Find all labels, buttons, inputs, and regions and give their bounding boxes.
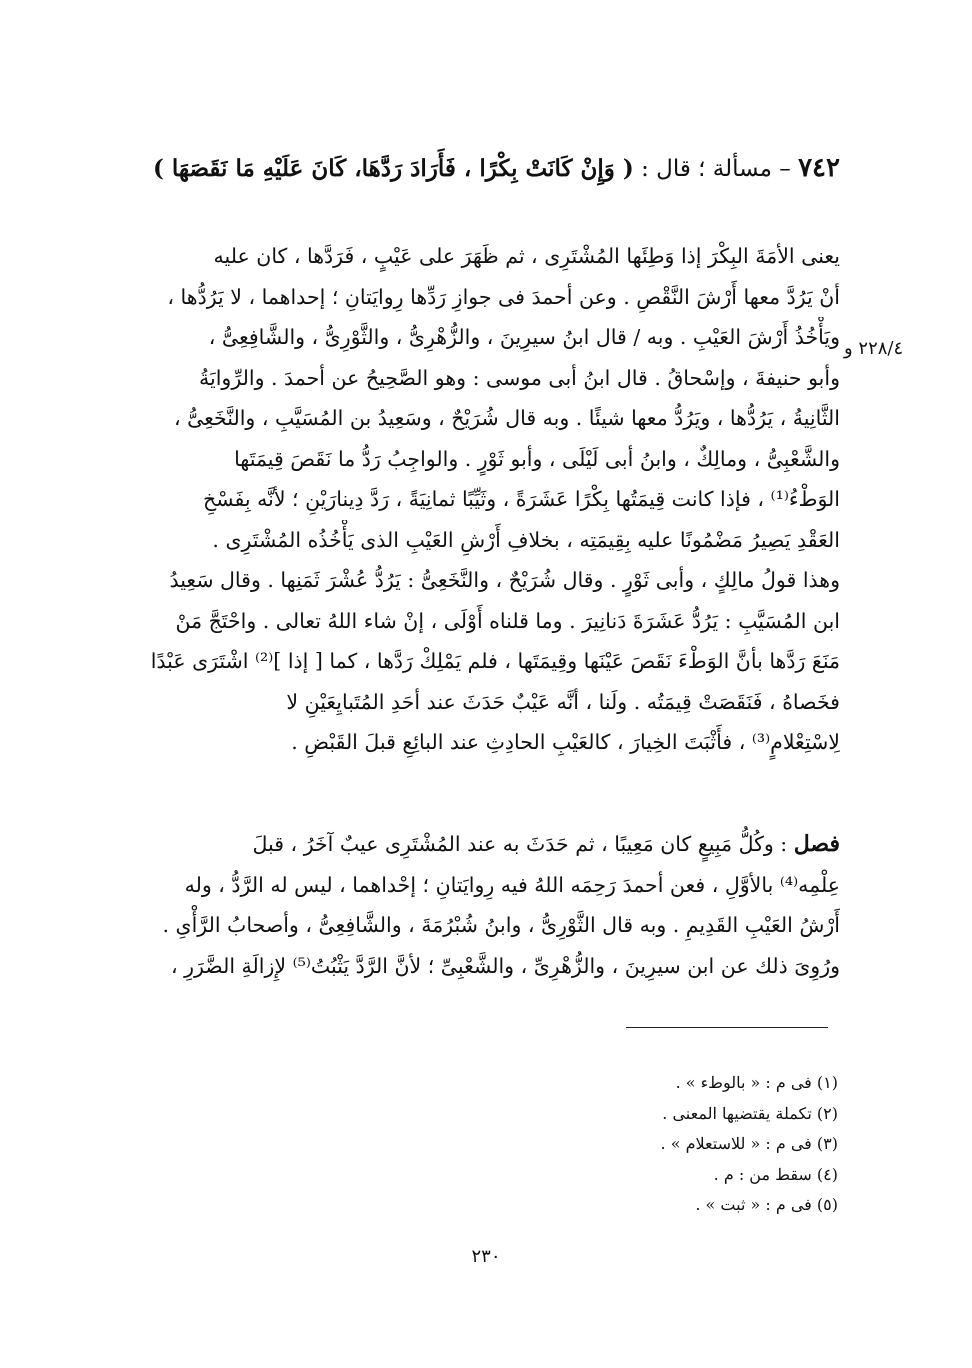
footnotes	[480, 1068, 838, 1221]
text-line: أَرْشُ العَيْبِ القَدِيمِ . وبه قال الثَّوْرِىُّ ، وابنُ شُبْرُمَةَ ، والشَّافِعِىُّ ، وأصحابُ الرَّأْىِ .	[162, 913, 840, 937]
text-line: يعنى الأمَةَ البِكْرَ إذا وَطِئَها المُشْتَرِى ، ثم ظَهَرَ على عَيْبٍ ، فَرَدَّها ، كان عليه	[213, 244, 840, 268]
text-line: أنْ يَرُدَّ معها أَرْشَ النَّقْصِ . وعن أحمدَ فى جوازِ رَدِّها رِوايَتانِ ؛ إحداهما ، لا يَرُدُّها ،	[167, 284, 840, 309]
fasl-label: فصل	[793, 831, 840, 857]
footnote-divider	[626, 1027, 828, 1028]
fasl-section	[150, 824, 840, 986]
issue-number: ٧٤٢	[798, 153, 840, 183]
fasl-first-text: : وكُلُّ مَبِيعٍ كان مَعِيبًا ، ثم حَدَثَ به عند المُشْتَرِى عيبٌ آخَرُ ، قبلَ	[252, 832, 794, 856]
fasl-first-line	[150, 824, 840, 865]
text-line: وهذا قولُ مالِكٍ ، وأبى ثَوْرٍ . وقال شُرَيْحٌ ، والنَّخَعِىُّ : يَرُدُّ عُشْرَ ثَمَنِها . وقال سَعِيدُ	[169, 568, 840, 592]
text-line: ورُوِىَ ذلك عن ابن سيرِينَ ، والزُّهْرِىِّ ، والشَّعْبِىِّ ؛ لأنَّ الرَّدَّ يَثْبُتُ⁽⁵⁾ لإِزالَةِ الضَّرَرِ ،	[170, 953, 840, 978]
text-line: العَقْدِ يَصِيرُ مَضْمُونًا عليه بِقِيمَتِه ، بخلافِ أَرْشِ العَيْبِ الذى يَأْخُذُه المُشْتَرِى .	[212, 527, 840, 552]
footnote-item: (١) فى م : « بالوطء » .	[675, 1073, 838, 1092]
footnote-item: (٣) فى م : « للاستعلام » .	[660, 1134, 838, 1153]
issue-heading	[150, 146, 840, 191]
text-line: وأبو حنيفةَ ، وإسْحاقُ . قال ابنُ أبى موسى : وهو الصَّحِيحُ عن أحمدَ . والرِّوايَةُ	[199, 365, 840, 390]
text-line: مَنَعَ رَدَّها بأنَّ الوَطْءَ نَقَصَ عَيْنَها وقِيمَتَها ، فلم يَمْلِكْ رَدَّها ، كما [ إذا ]⁽²⁾ اشْتَرَى عَبْدًا	[150, 649, 840, 673]
text-line: والشَّعْبِىُّ ، ومالِكٌ ، وابنُ أبى لَيْلَى ، وأبو ثَوْرٍ . والواجِبُ رَدُّ ما نَقَصَ قِيمَتَها	[234, 446, 840, 471]
margin-reference: ٢٢٨/٤ و	[844, 338, 904, 359]
issue-quote: ( وَإِنْ كَانَتْ بِكْرًا ، فَأَرَادَ رَدَّهَا، كَانَ عَلَيْهِ مَا نَقَصَهَا )	[152, 155, 634, 182]
text-line: الوَطْءُ⁽¹⁾ ، فإذا كانت قِيمَتُها بِكْرًا عَشَرَةً ، وثَيِّبًا ثمانِيَةً ، رَدَّ دِينارَيْنِ ؛ لأنَّه بِفَسْخِ	[203, 487, 840, 511]
text-line: الثَّانِيةُ ، يَرُدُّها ، ويَرُدُّ معها شيئًا . وبه قال شُرَيْحٌ ، وسَعِيدُ بن المُسَيَّبِ ، والنَّخَعِىُّ ،	[173, 406, 840, 430]
page-number: ٢٣٠	[471, 1246, 501, 1267]
text-line: ويَأْخُذُ أَرْشَ العَيْبِ . وبه / قال ابنُ سيرِينَ ، والزُّهْرِىُّ ، والثَّوْرِىُّ ، والشَّافِعِىُّ ،	[208, 325, 840, 349]
text-line: لِاسْتِعْلامٍ⁽³⁾ ، فأَثْبَتَ الخِيارَ ، كالعَيْبِ الحادِثِ عند البائِعِ قبلَ القَبْضِ .	[291, 730, 840, 754]
footnote-item: (٥) فى م : « ثبت » .	[695, 1195, 838, 1214]
footnote-item: (٤) سقط من : م .	[713, 1164, 838, 1184]
text-line: عِلْمِه⁽⁴⁾ بالأوَّلِ ، فعن أحمدَ رَحِمَه اللهُ فيه رِوايَتانِ ؛ إحْداهما ، ليس له الرَّدُّ ، وله	[184, 872, 840, 897]
commentary-paragraph	[150, 236, 840, 763]
text-line: ابن المُسَيَّبِ : يَرُدُّ عَشَرَةَ دَنانِيرَ . وما قلناه أَوْلَى ، إنْ شاء اللهُ تعالى . واحْتَجَّ مَنْ	[175, 608, 840, 633]
issue-label: – مسألة ؛ قال :	[633, 156, 799, 182]
text-line: فخَصاهُ ، فَنَقَصَتْ قِيمَتُه . ولَنا ، أنَّه عَيْبٌ حَدَثَ عند أحَدِ المُتَبايِعَيْنِ لا	[286, 689, 840, 714]
footnote-item: (٢) تكملة يقتضيها المعنى .	[662, 1103, 838, 1123]
